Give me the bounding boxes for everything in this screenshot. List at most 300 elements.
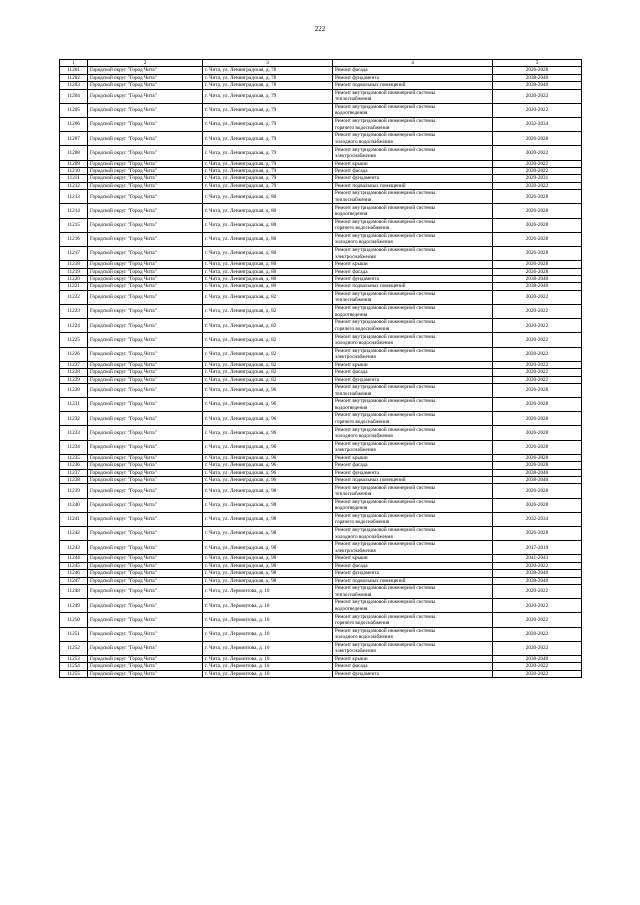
table-row xyxy=(60,175,582,182)
address-cell: г. Чита, ул. Ленинградская, д. 98 xyxy=(203,562,333,569)
work-type-cell: Ремонт крыши xyxy=(333,555,493,562)
work-type-line: теплоснабжения xyxy=(335,297,372,304)
work-type-line: Ремонт внутридомовой инженерной системы xyxy=(335,641,436,648)
period-cell: 2038-2040 xyxy=(493,275,582,282)
period-cell: 2020-2022 xyxy=(493,319,582,333)
work-type-cell: Ремонт фундамента xyxy=(333,275,493,282)
period-cell: 2026-2028 xyxy=(493,246,582,260)
municipality-cell: Городской округ "Город Чита" xyxy=(88,232,203,246)
row-number-cell: 11248 xyxy=(60,585,88,599)
address-cell: г. Чита, ул. Ленинградская, д. 78 xyxy=(203,82,333,89)
row-number-cell: 11230 xyxy=(60,383,88,397)
work-type-line: Ремонт внутридомовой инженерной системы xyxy=(335,498,436,505)
municipality-cell: Городской округ "Город Чита" xyxy=(88,562,203,569)
municipality-cell: Городской округ "Город Чита" xyxy=(88,469,203,476)
municipality-cell: Городской округ "Город Чита" xyxy=(88,484,203,498)
column-header: 5 xyxy=(493,60,582,67)
work-type-line: Ремонт внутридомовой инженерной системы xyxy=(335,89,436,96)
work-type-line: Ремонт внутридомовой инженерной системы xyxy=(335,190,436,197)
municipality-cell: Городской округ "Город Чита" xyxy=(88,577,203,584)
work-type-line: Ремонт внутридомовой инженерной системы xyxy=(335,347,436,354)
address-cell: г. Чита, ул. Лермонтова, д. 10 xyxy=(203,585,333,599)
work-type-cell: Ремонт подвальных помещений xyxy=(333,477,493,484)
work-type-cell xyxy=(333,599,493,613)
address-cell: г. Чита, ул. Ленинградская, д. 82 xyxy=(203,376,333,383)
work-type-line: холодного водоснабжения xyxy=(335,433,393,440)
period-cell: 2020-2022 xyxy=(493,627,582,641)
work-type-cell: Ремонт фундамента xyxy=(333,175,493,182)
table-row xyxy=(60,570,582,577)
table-row xyxy=(60,167,582,174)
address-cell: г. Чита, ул. Ленинградская, д. 80 xyxy=(203,283,333,290)
work-type-line: теплоснабжения xyxy=(335,591,372,598)
address-cell: г. Чита, ул. Ленинградская, д. 96 xyxy=(203,469,333,476)
work-type-line: горячего водоснабжения xyxy=(335,325,390,332)
work-type-cell xyxy=(333,484,493,498)
work-type-line: электроснабжения xyxy=(335,547,376,554)
work-type-line: Ремонт внутридомовой инженерной системы xyxy=(335,541,436,548)
row-number-cell: 11205 xyxy=(60,103,88,117)
work-type-cell xyxy=(333,132,493,146)
row-number-cell: 11239 xyxy=(60,484,88,498)
work-type-cell: Ремонт фасада xyxy=(333,67,493,74)
municipality-cell: Городской округ "Город Чита" xyxy=(88,304,203,318)
table-row xyxy=(60,376,582,383)
address-cell: г. Чита, ул. Ленинградская, д. 98 xyxy=(203,541,333,555)
work-type-cell xyxy=(333,146,493,160)
address-cell: г. Чита, ул. Ленинградская, д. 96 xyxy=(203,398,333,412)
period-cell: 2038-2040 xyxy=(493,577,582,584)
period-cell: 2026-2028 xyxy=(493,190,582,204)
work-type-line: Ремонт внутридомовой инженерной системы xyxy=(335,290,436,297)
row-number-cell: 11203 xyxy=(60,82,88,89)
work-type-cell xyxy=(333,246,493,260)
work-type-line: Ремонт внутридомовой инженерной системы xyxy=(335,627,436,634)
table-row xyxy=(60,398,582,412)
table-row xyxy=(60,577,582,584)
work-type-line: холодного водоснабжения xyxy=(335,138,393,145)
work-type-line: Ремонт внутридомовой инженерной системы xyxy=(335,585,436,592)
work-type-line: электроснабжения xyxy=(335,648,376,655)
period-cell: 2038-2040 xyxy=(493,570,582,577)
address-cell: г. Чита, ул. Ленинградская, д. 80 xyxy=(203,246,333,260)
table-body xyxy=(60,67,582,678)
table-row xyxy=(60,512,582,526)
row-number-cell: 11233 xyxy=(60,426,88,440)
row-number-cell: 11220 xyxy=(60,275,88,282)
table-row xyxy=(60,347,582,361)
row-number-cell: 11254 xyxy=(60,663,88,670)
period-cell: 2026-2028 xyxy=(493,218,582,232)
period-cell: 2020-2022 xyxy=(493,89,582,103)
work-type-line: холодного водоснабжения xyxy=(335,339,393,346)
table-row xyxy=(60,462,582,469)
address-cell: г. Чита, ул. Ленинградская, д. 82 xyxy=(203,333,333,347)
work-type-cell xyxy=(333,498,493,512)
address-cell: г. Чита, ул. Ленинградская, д. 79 xyxy=(203,160,333,167)
work-type-cell xyxy=(333,304,493,318)
work-type-cell xyxy=(333,412,493,426)
period-cell: 2032-2034 xyxy=(493,118,582,132)
row-number-cell: 11224 xyxy=(60,319,88,333)
table-row xyxy=(60,319,582,333)
work-type-cell: Ремонт подвальных помещений xyxy=(333,283,493,290)
municipality-cell: Городской округ "Город Чита" xyxy=(88,613,203,627)
row-number-cell: 11216 xyxy=(60,232,88,246)
work-type-line: Ремонт внутридомовой инженерной системы xyxy=(335,305,436,312)
period-cell: 2020-2022 xyxy=(493,182,582,189)
period-cell: 2017-2019 xyxy=(493,541,582,555)
table-row xyxy=(60,103,582,117)
row-number-cell: 11242 xyxy=(60,527,88,541)
work-type-line: Ремонт внутридомовой инженерной системы xyxy=(335,513,436,520)
work-type-line: электроснабжения xyxy=(335,152,376,159)
work-type-cell xyxy=(333,426,493,440)
row-number-cell: 11240 xyxy=(60,498,88,512)
row-number-cell: 11213 xyxy=(60,190,88,204)
work-type-line: горячего водоснабжения xyxy=(335,225,390,232)
period-cell: 2026-2028 xyxy=(493,426,582,440)
row-number-cell: 11251 xyxy=(60,627,88,641)
municipality-cell: Городской округ "Город Чита" xyxy=(88,89,203,103)
period-cell: 2038-2040 xyxy=(493,469,582,476)
address-cell: г. Чита, ул. Ленинградская, д. 96 xyxy=(203,383,333,397)
address-cell: г. Чита, ул. Ленинградская, д. 96 xyxy=(203,440,333,454)
address-cell: г. Чита, ул. Лермонтова, д. 10 xyxy=(203,641,333,655)
work-type-cell xyxy=(333,333,493,347)
period-cell: 2020-2022 xyxy=(493,103,582,117)
work-type-cell: Ремонт фундамента xyxy=(333,570,493,577)
work-type-cell xyxy=(333,440,493,454)
table-row xyxy=(60,74,582,81)
municipality-cell: Городской округ "Город Чита" xyxy=(88,261,203,268)
work-type-cell: Ремонт подвальных помещений xyxy=(333,182,493,189)
work-type-cell xyxy=(333,383,493,397)
address-cell: г. Чита, ул. Ленинградская, д. 98 xyxy=(203,484,333,498)
table-row xyxy=(60,283,582,290)
table-row xyxy=(60,641,582,655)
work-type-cell: Ремонт крыши xyxy=(333,261,493,268)
work-type-cell: Ремонт фасада xyxy=(333,462,493,469)
work-type-line: Ремонт внутридомовой инженерной системы xyxy=(335,412,436,419)
address-cell: г. Чита, ул. Ленинградская, д. 98 xyxy=(203,577,333,584)
municipality-cell: Городской округ "Город Чита" xyxy=(88,333,203,347)
row-number-cell: 11206 xyxy=(60,118,88,132)
address-cell: г. Чита, ул. Лермонтова, д. 10 xyxy=(203,655,333,662)
work-type-line: горячего водоснабжения xyxy=(335,124,390,131)
work-type-line: Ремонт внутридомовой инженерной системы xyxy=(335,104,436,110)
address-cell: г. Чита, ул. Ленинградская, д. 79 xyxy=(203,146,333,160)
address-cell: г. Чита, ул. Ленинградская, д. 79 xyxy=(203,103,333,117)
address-cell: г. Чита, ул. Ленинградская, д. 80 xyxy=(203,204,333,218)
address-cell: г. Чита, ул. Ленинградская, д. 80 xyxy=(203,190,333,204)
period-cell: 2038-2040 xyxy=(493,655,582,662)
work-type-line: теплоснабжения xyxy=(335,491,372,498)
table-row xyxy=(60,132,582,146)
work-type-cell: Ремонт фундамента xyxy=(333,376,493,383)
work-type-cell: Ремонт фасада xyxy=(333,562,493,569)
work-type-line: Ремонт внутридомовой инженерной системы xyxy=(335,398,436,405)
table-row xyxy=(60,555,582,562)
period-cell: 2020-2022 xyxy=(493,663,582,670)
period-cell: 2020-2022 xyxy=(493,670,582,677)
period-cell: 2026-2028 xyxy=(493,498,582,512)
row-number-cell: 11212 xyxy=(60,182,88,189)
period-cell: 2026-2028 xyxy=(493,383,582,397)
address-cell: г. Чита, ул. Ленинградская, д. 98 xyxy=(203,527,333,541)
period-cell: 2020-2022 xyxy=(493,369,582,376)
work-type-line: Ремонт внутридомовой инженерной системы xyxy=(335,599,436,606)
work-type-cell: Ремонт фасада xyxy=(333,369,493,376)
municipality-cell: Городской округ "Город Чита" xyxy=(88,246,203,260)
address-cell: г. Чита, ул. Лермонтова, д. 10 xyxy=(203,599,333,613)
period-cell: 2026-2028 xyxy=(493,67,582,74)
table-row xyxy=(60,160,582,167)
table-row xyxy=(60,585,582,599)
row-number-cell: 11229 xyxy=(60,376,88,383)
period-cell: 2026-2028 xyxy=(493,440,582,454)
work-type-line: Ремонт внутридомовой инженерной системы xyxy=(335,440,436,447)
municipality-cell: Городской округ "Город Чита" xyxy=(88,361,203,368)
period-cell: 2020-2022 xyxy=(493,376,582,383)
table-row xyxy=(60,613,582,627)
table-row xyxy=(60,627,582,641)
address-cell: г. Чита, ул. Ленинградская, д. 98 xyxy=(203,498,333,512)
work-type-cell: Ремонт фундамента xyxy=(333,469,493,476)
address-cell: г. Чита, ул. Ленинградская, д. 79 xyxy=(203,132,333,146)
work-type-cell xyxy=(333,512,493,526)
address-cell: г. Чита, ул. Ленинградская, д. 79 xyxy=(203,118,333,132)
table-row xyxy=(60,146,582,160)
table-row xyxy=(60,89,582,103)
work-type-line: водоотведения xyxy=(335,110,368,117)
address-cell: г. Чита, ул. Ленинградская, д. 80 xyxy=(203,261,333,268)
work-type-cell: Ремонт крыши xyxy=(333,655,493,662)
row-number-cell: 11223 xyxy=(60,304,88,318)
work-type-line: Ремонт внутридомовой инженерной системы xyxy=(335,118,436,125)
municipality-cell: Городской округ "Город Чита" xyxy=(88,477,203,484)
table-row xyxy=(60,383,582,397)
row-number-cell: 11219 xyxy=(60,268,88,275)
work-type-line: холодного водоснабжения xyxy=(335,239,393,246)
municipality-cell: Городской округ "Город Чита" xyxy=(88,182,203,189)
table-row xyxy=(60,527,582,541)
row-number-cell: 11244 xyxy=(60,555,88,562)
address-cell: г. Чита, ул. Ленинградская, д. 80 xyxy=(203,232,333,246)
municipality-cell: Городской округ "Город Чита" xyxy=(88,218,203,232)
row-number-cell: 11250 xyxy=(60,613,88,627)
period-cell: 2032-2034 xyxy=(493,512,582,526)
address-cell: г. Чита, ул. Ленинградская, д. 96 xyxy=(203,477,333,484)
municipality-cell: Городской округ "Город Чита" xyxy=(88,599,203,613)
municipality-cell: Городской округ "Город Чита" xyxy=(88,655,203,662)
table-row xyxy=(60,655,582,662)
work-type-cell xyxy=(333,89,493,103)
period-cell: 2026-2028 xyxy=(493,132,582,146)
address-cell: г. Чита, ул. Ленинградская, д. 82 xyxy=(203,290,333,304)
work-type-line: электроснабжения xyxy=(335,354,376,361)
table-row xyxy=(60,82,582,89)
row-number-cell: 11245 xyxy=(60,562,88,569)
table-row xyxy=(60,498,582,512)
table-header-row xyxy=(60,60,582,67)
row-number-cell: 11228 xyxy=(60,369,88,376)
table-row xyxy=(60,599,582,613)
table-row xyxy=(60,268,582,275)
municipality-cell: Городской округ "Город Чита" xyxy=(88,555,203,562)
work-type-cell xyxy=(333,585,493,599)
column-header: 4 xyxy=(333,60,493,67)
work-type-line: водоотведения xyxy=(335,605,368,612)
row-number-cell: 11217 xyxy=(60,246,88,260)
row-number-cell: 11222 xyxy=(60,290,88,304)
period-cell: 2038-2040 xyxy=(493,74,582,81)
work-type-line: электроснабжения xyxy=(335,447,376,454)
municipality-cell: Городской округ "Город Чита" xyxy=(88,462,203,469)
row-number-cell: 11231 xyxy=(60,398,88,412)
work-type-line: Ремонт внутридомовой инженерной системы xyxy=(335,218,436,225)
table-row xyxy=(60,246,582,260)
work-type-cell xyxy=(333,232,493,246)
row-number-cell: 11208 xyxy=(60,146,88,160)
municipality-cell: Городской округ "Город Чита" xyxy=(88,398,203,412)
municipality-cell: Городской округ "Город Чита" xyxy=(88,376,203,383)
table-row xyxy=(60,261,582,268)
municipality-cell: Городской округ "Город Чита" xyxy=(88,204,203,218)
period-cell: 2026-2028 xyxy=(493,261,582,268)
work-type-cell xyxy=(333,347,493,361)
work-type-cell xyxy=(333,527,493,541)
work-type-cell: Ремонт подвальных помещений xyxy=(333,577,493,584)
table-row xyxy=(60,204,582,218)
table-row xyxy=(60,118,582,132)
municipality-cell: Городской округ "Город Чита" xyxy=(88,541,203,555)
municipality-cell: Городской округ "Город Чита" xyxy=(88,132,203,146)
work-type-line: водоотведения xyxy=(335,505,368,512)
address-cell: г. Чита, ул. Ленинградская, д. 82 xyxy=(203,347,333,361)
work-type-line: Ремонт внутридомовой инженерной системы xyxy=(335,527,436,534)
work-type-line: Ремонт внутридомовой инженерной системы xyxy=(335,613,436,620)
work-type-cell: Ремонт фасада xyxy=(333,663,493,670)
table-row xyxy=(60,290,582,304)
table-row xyxy=(60,182,582,189)
municipality-cell: Городской округ "Город Чита" xyxy=(88,627,203,641)
address-cell: г. Чита, ул. Ленинградская, д. 98 xyxy=(203,570,333,577)
period-cell: 2029-2031 xyxy=(493,175,582,182)
row-number-cell: 11246 xyxy=(60,570,88,577)
period-cell: 2026-2028 xyxy=(493,462,582,469)
row-number-cell: 11210 xyxy=(60,167,88,174)
row-number-cell: 11225 xyxy=(60,333,88,347)
period-cell: 2020-2022 xyxy=(493,613,582,627)
work-type-cell: Ремонт крыши xyxy=(333,361,493,368)
work-type-line: горячего водоснабжения xyxy=(335,620,390,626)
work-type-cell: Ремонт фасада xyxy=(333,268,493,275)
period-cell: 2020-2022 xyxy=(493,304,582,318)
period-cell: 2026-2028 xyxy=(493,232,582,246)
address-cell: г. Чита, ул. Ленинградская, д. 82 xyxy=(203,361,333,368)
row-number-cell: 11218 xyxy=(60,261,88,268)
table-row xyxy=(60,412,582,426)
work-type-cell: Ремонт подвальных помещений xyxy=(333,82,493,89)
period-cell: 2026-2028 xyxy=(493,484,582,498)
period-cell: 2026-2028 xyxy=(493,398,582,412)
work-type-cell xyxy=(333,118,493,132)
address-cell: г. Чита, ул. Ленинградская, д. 82 xyxy=(203,319,333,333)
work-type-line: горячего водоснабжения xyxy=(335,418,390,425)
address-cell: г. Чита, ул. Ленинградская, д. 96 xyxy=(203,412,333,426)
municipality-cell: Городской округ "Город Чита" xyxy=(88,160,203,167)
work-type-line: Ремонт внутридомовой инженерной системы xyxy=(335,333,436,340)
row-number-cell: 11211 xyxy=(60,175,88,182)
row-number-cell: 11215 xyxy=(60,218,88,232)
period-cell: 2026-2028 xyxy=(493,204,582,218)
municipality-cell: Городской округ "Город Чита" xyxy=(88,347,203,361)
municipality-cell: Городской округ "Город Чита" xyxy=(88,283,203,290)
address-cell: г. Чита, ул. Ленинградская, д. 96 xyxy=(203,462,333,469)
address-cell: г. Чита, ул. Ленинградская, д. 82 xyxy=(203,369,333,376)
table-row xyxy=(60,562,582,569)
address-cell: г. Чита, ул. Ленинградская, д. 79 xyxy=(203,175,333,182)
period-cell: 2020-2022 xyxy=(493,146,582,160)
address-cell: г. Чита, ул. Ленинградская, д. 80 xyxy=(203,218,333,232)
work-type-line: Ремонт внутридомовой инженерной системы xyxy=(335,247,436,254)
municipality-cell: Городской округ "Город Чита" xyxy=(88,190,203,204)
table-row xyxy=(60,275,582,282)
address-cell: г. Чита, ул. Ленинградская, д. 78 xyxy=(203,67,333,74)
municipality-cell: Городской округ "Город Чита" xyxy=(88,426,203,440)
municipality-cell: Городской округ "Город Чита" xyxy=(88,82,203,89)
municipality-cell: Городской округ "Город Чита" xyxy=(88,512,203,526)
municipality-cell: Городской округ "Город Чита" xyxy=(88,118,203,132)
municipality-cell: Городской округ "Город Чита" xyxy=(88,167,203,174)
municipality-cell: Городской округ "Город Чита" xyxy=(88,319,203,333)
address-cell: г. Чита, ул. Лермонтова, д. 10 xyxy=(203,663,333,670)
municipality-cell: Городской округ "Город Чита" xyxy=(88,454,203,461)
row-number-cell: 11252 xyxy=(60,641,88,655)
work-type-cell xyxy=(333,190,493,204)
address-cell: г. Чита, ул. Ленинградская, д. 78 xyxy=(203,74,333,81)
row-number-cell: 11249 xyxy=(60,599,88,613)
period-cell: 2020-2022 xyxy=(493,585,582,599)
row-number-cell: 11255 xyxy=(60,670,88,677)
table-row xyxy=(60,67,582,74)
period-cell: 2020-2022 xyxy=(493,562,582,569)
column-header: 2 xyxy=(88,60,203,67)
table-row xyxy=(60,670,582,677)
work-type-line: Ремонт внутридомовой инженерной системы xyxy=(335,484,436,491)
work-type-line: Ремонт внутридомовой инженерной системы xyxy=(335,319,436,326)
period-cell: 2020-2022 xyxy=(493,599,582,613)
municipality-cell: Городской округ "Город Чита" xyxy=(88,67,203,74)
work-type-line: Ремонт внутридомовой инженерной системы xyxy=(335,204,436,211)
work-type-line: Ремонт внутридомовой инженерной системы xyxy=(335,384,436,391)
work-type-cell: Ремонт крыши xyxy=(333,160,493,167)
work-type-cell xyxy=(333,204,493,218)
row-number-cell: 11253 xyxy=(60,655,88,662)
municipality-cell: Городской округ "Город Чита" xyxy=(88,369,203,376)
work-type-line: теплоснабжения xyxy=(335,390,372,397)
work-type-cell xyxy=(333,218,493,232)
municipality-cell: Городской округ "Город Чита" xyxy=(88,103,203,117)
municipality-cell: Городской округ "Город Чита" xyxy=(88,175,203,182)
period-cell: 2020-2022 xyxy=(493,160,582,167)
row-number-cell: 11232 xyxy=(60,412,88,426)
work-type-cell: Ремонт крыши xyxy=(333,454,493,461)
row-number-cell: 11234 xyxy=(60,440,88,454)
row-number-cell: 11201 xyxy=(60,67,88,74)
address-cell: г. Чита, ул. Лермонтова, д. 10 xyxy=(203,627,333,641)
